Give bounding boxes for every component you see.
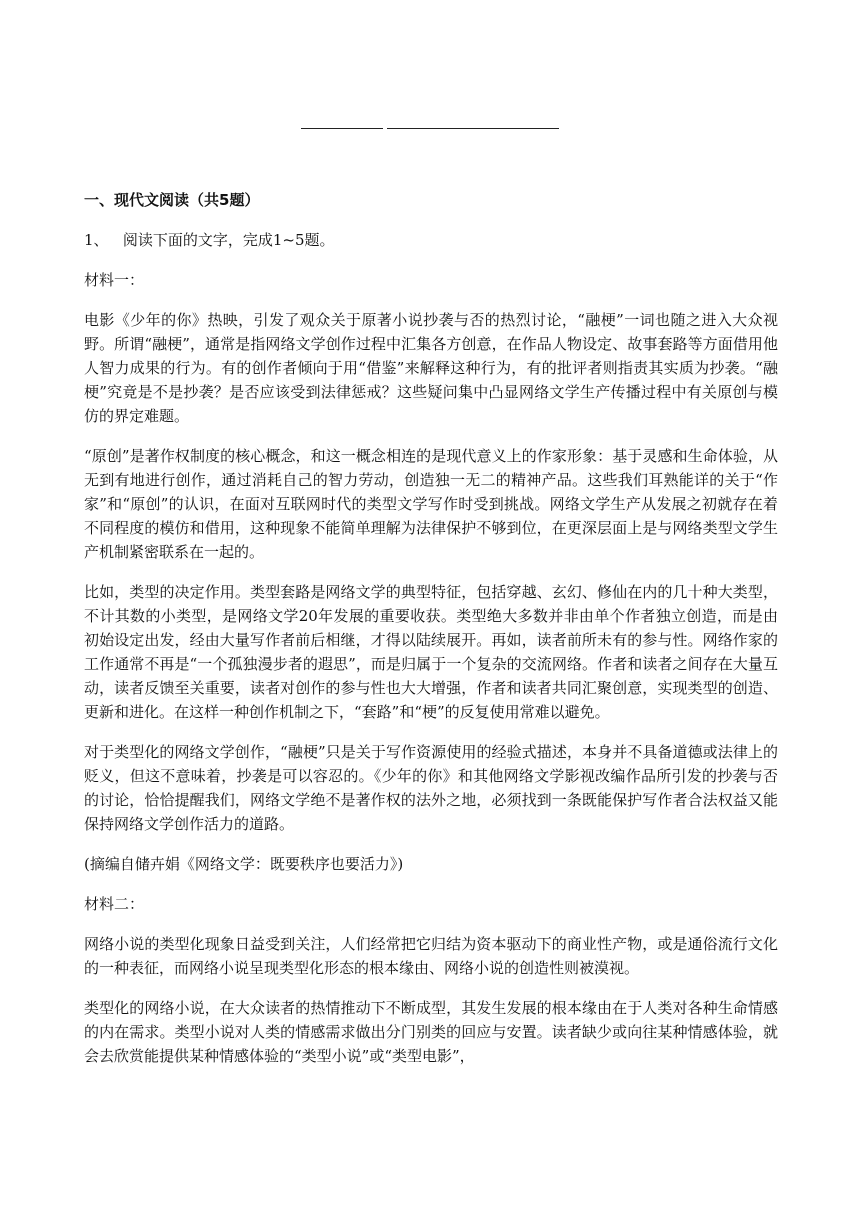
question-prompt: 阅读下面的文字，完成1~5题。: [122, 231, 335, 249]
blank-line-short: [301, 128, 383, 130]
question-prompt-line: [84, 228, 778, 252]
material2-paragraph: 类型化的网络小说，在大众读者的热情推动下不断成型，其发生发展的根本缘由在于人类对各种生命情感的内在需求。类型小说对人类的情感需求做出分门别类的回应与安置。读者缺少或向往某种情感体验，就会去欣赏能提供某种情感体验的“类型小说”或“类型电影”，: [84, 999, 778, 1065]
material1-paragraph: “原创”是著作权制度的核心概念，和这一概念相连的是现代意义上的作家形象：基于灵感和生命体验，从无到有地进行创作，通过消耗自己的智力劳动，创造独一无二的精神产品。这些我们耳熟能详的关于“作家”和“原创”的认识，在面对互联网时代的类型文学写作时受到挑战。网络文学生产从发展之初就存在着不同程度的模仿和借用，这种现象不能简单理解为法律保护不够到位，在更深层面上是与网络类型文学生产机制紧密联系在一起的。: [84, 447, 778, 561]
question-number: 1、: [84, 231, 109, 249]
material1-label: 材料一：: [84, 271, 145, 289]
material1-paragraph: 对于类型化的网络文学创作，“融梗”只是关于写作资源使用的经验式描述，本身并不具备道德或法律上的贬义，但这不意味着，抄袭是可以容忍的。《少年的你》和其他网络文学影视改编作品所引发的抄袭与否的讨论，恰恰提醒我们，网络文学绝不是著作权的法外之地，必须找到一条既能保护写作者合法权益又能保持网络文学创作活力的道路。: [84, 743, 778, 833]
header-blank-lines: [301, 128, 561, 130]
blank-line-long: [387, 128, 559, 130]
section-title: 一、现代文阅读（共5题）: [84, 191, 260, 209]
material1-source: (摘编自储卉娟《网络文学：既要秩序也要活力》): [84, 855, 404, 873]
document-body: [84, 188, 778, 1084]
material2-paragraph: 网络小说的类型化现象日益受到关注，人们经常把它归结为资本驱动下的商业性产物，或是通俗流行文化的一种表征，而网络小说呈现类型化形态的根本缘由、网络小说的创造性则被漠视。: [84, 935, 778, 977]
material1-paragraph: 比如，类型的决定作用。类型套路是网络文学的典型特征，包括穿越、玄幻、修仙在内的几十种大类型，不计其数的小类型，是网络文学20年发展的重要收获。类型绝大多数并非由单个作者独立创造，而是由初始设定出发，经由大量写作者前后相继，才得以陆续展开。再如，读者前所未有的参与性。网络作家的工作通常不再是“一个孤独漫步者的遐思”，而是归属于一个复杂的交流网络。作者和读者之间存在大量互动，读者反馈至关重要，读者对创作的参与性也大大增强，作者和读者共同汇聚创意，实现类型的创造、更新和进化。在这样一种创作机制之下，“套路”和“梗”的反复使用常难以避免。: [84, 583, 778, 721]
material1-paragraph: 电影《少年的你》热映，引发了观众关于原著小说抄袭与否的热烈讨论，“融梗”一词也随之进入大众视野。所谓“融梗”，通常是指网络文学创作过程中汇集各方创意，在作品人物设定、故事套路等方面借用他人智力成果的行为。有的创作者倾向于用“借鉴”来解释这种行为，有的批评者则指责其实质为抄袭。“融梗”究竟是不是抄袭？是否应该受到法律惩戒？这些疑问集中凸显网络文学生产传播过程中有关原创与模仿的界定难题。: [84, 311, 778, 425]
material2-label: 材料二：: [84, 895, 145, 913]
